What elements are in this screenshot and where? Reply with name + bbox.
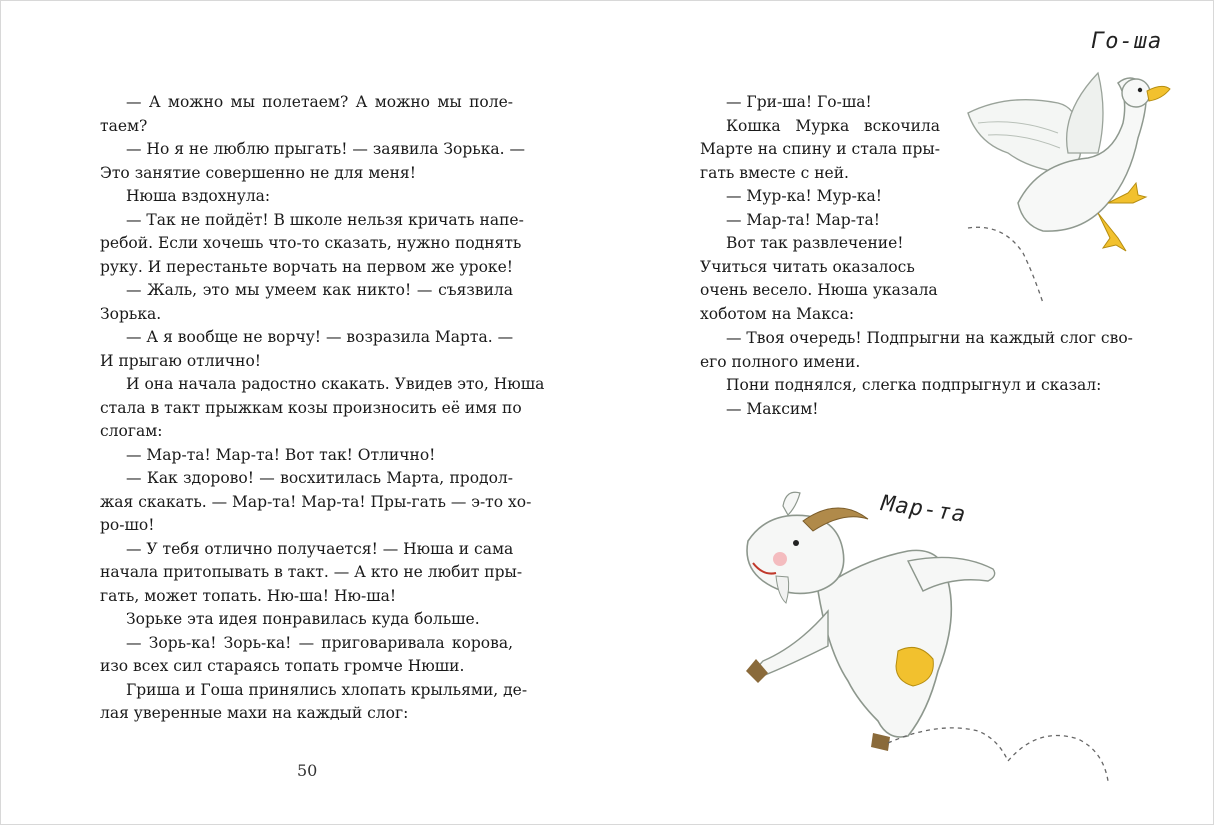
text-line: Вот так развлечение! xyxy=(726,234,904,252)
text-line: И прыгаю отлично! xyxy=(100,351,262,370)
text-line: Пони поднялся, слегка подпрыгнул и сказал: xyxy=(726,376,1102,394)
text-line: лая уверенные махи на каждый слог: xyxy=(100,704,409,722)
right-page-text-upper xyxy=(700,91,940,326)
right-page xyxy=(608,1,1214,826)
text-line: — Мар-та! Мар-та! xyxy=(726,210,880,229)
left-page xyxy=(1,1,608,826)
text-line: его полного имени. xyxy=(700,352,861,371)
text-line: — Зорь-ка! Зорь-ка! — приговаривала корова, xyxy=(126,633,513,652)
text-line: — А я вообще не ворчу! — возразила Марта. — xyxy=(126,328,514,346)
text-line: Зорька. xyxy=(100,304,162,323)
text-line: — Как здорово! — восхитилась Марта, продол- xyxy=(126,469,513,487)
text-line: — Твоя очередь! Подпрыгни на каждый слог сво- xyxy=(726,329,1133,347)
text-line: Нюша вздохнула: xyxy=(126,187,271,205)
text-line: начала притопывать в такт. — А кто не любит пры- xyxy=(100,563,523,581)
text-line: — Гри-ша! Го-ша! xyxy=(726,93,872,111)
text-line: — А можно мы полетаем? А можно мы поле- xyxy=(126,93,513,111)
text-line: стала в такт прыжкам козы произносить её имя по xyxy=(100,398,522,417)
text-line: хоботом на Макса: xyxy=(700,304,855,323)
text-line: — У тебя отлично получается! — Нюша и сама xyxy=(126,539,514,558)
text-line: — Мар-та! Мар-та! Вот так! Отлично! xyxy=(126,445,436,464)
text-line: очень весело. Нюша указала xyxy=(700,281,938,299)
right-page-text-lower xyxy=(700,327,1133,421)
text-line: — Максим! xyxy=(726,399,819,418)
text-line: слогам: xyxy=(100,422,163,440)
text-line: Это занятие совершенно не для меня! xyxy=(100,163,416,182)
text-line: изо всех сил стараясь топать громче Нюши. xyxy=(100,657,465,675)
goat-illustration xyxy=(708,481,1148,801)
text-line: таем? xyxy=(100,116,148,135)
left-page-text xyxy=(100,91,545,726)
text-line: И она начала радостно скакать. Увидев это, Нюша xyxy=(126,375,545,393)
text-line: Гриша и Гоша принялись хлопать крыльями, де- xyxy=(126,680,528,699)
goose-illustration xyxy=(948,53,1178,313)
text-line: гать, может топать. Ню-ша! Ню-ша! xyxy=(100,586,397,605)
text-line: Зорьке эта идея понравилась куда больше. xyxy=(126,610,480,628)
text-line: ро-шо! xyxy=(100,516,155,534)
text-line: жая скакать. — Мар-та! Мар-та! Пры-гать — э-то хо- xyxy=(100,492,532,511)
text-line: Учиться читать оказалось xyxy=(700,257,915,276)
page-number: 50 xyxy=(297,761,318,780)
text-line: гать вместе с ней. xyxy=(700,163,849,182)
text-line: — Мур-ка! Мур-ка! xyxy=(726,187,882,205)
text-line: Кошка Мурка вскочила xyxy=(726,116,940,135)
text-line: Марте на спину и стала пры- xyxy=(700,140,940,158)
goat-name-label: Мар-та xyxy=(879,491,968,528)
text-line: руку. И перестаньте ворчать на первом же уроке! xyxy=(100,257,513,276)
text-line: — Но я не люблю прыгать! — заявила Зорька. — xyxy=(126,140,526,158)
text-line: ребой. Если хочешь что-то сказать, нужно поднять xyxy=(100,234,522,252)
goose-name-label: Го-ша xyxy=(1091,29,1163,54)
text-line: — Так не пойдёт! В школе нельзя кричать напе- xyxy=(126,210,524,229)
text-line: — Жаль, это мы умеем как никто! — съязвила xyxy=(126,281,513,299)
